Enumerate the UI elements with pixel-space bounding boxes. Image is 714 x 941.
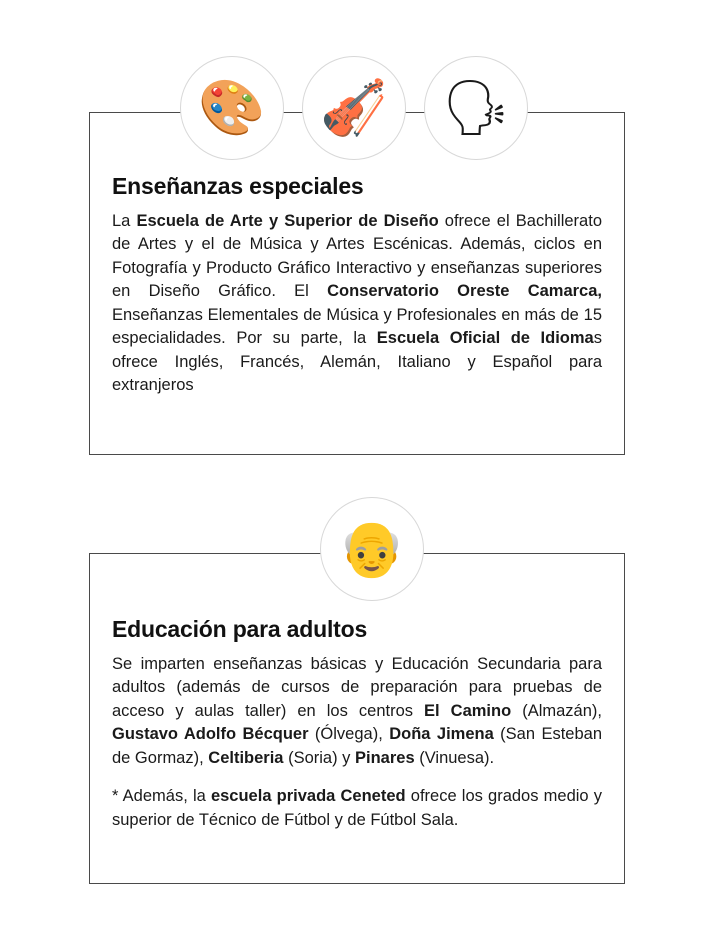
card-special-education-paragraph: La Escuela de Arte y Superior de Diseño ofrece el Bachillerato de Artes y el de Música y Artes Escénicas. Además, ciclos en Fotografía y Producto Gráfico Interactivo y enseñanzas superiores en Diseño Gráfico. El Conservatorio Oreste Camarca, Enseñanzas Elementales de Música y Profesionales en más de 15 especialidades. Por su parte, la Escuela Oficial de Idiomas ofrece Inglés, Francés, Alemán, Italiano y Español para extranjeros [112,212,602,394]
card-adult-education [89,553,625,884]
language-translate-icon: 🗣 [424,56,528,160]
card-special-education-title: Enseñanzas especiales [112,173,364,199]
icon-row-adult-education [320,497,424,601]
art-palette-icon: 🎨 [180,56,284,160]
card-special-education [89,112,625,455]
card-adult-education-paragraph-2: * Además, la escuela privada Ceneted ofrece los grados medio y superior de Técnico de Fútbol y de Fútbol Sala. [112,787,602,829]
violin-icon: 🎻 [302,56,406,160]
icon-row-special-education [180,56,528,160]
card-adult-education-paragraph-1: Se imparten enseñanzas básicas y Educación Secundaria para adultos (además de cursos de preparación para pruebas de acceso y aulas taller) en los centros El Camino (Almazán), Gustavo Adolfo Bécquer (Ólvega), Doña Jimena (San Esteban de Gormaz), Celtiberia (Soria) y Pinares (Vinuesa). [112,655,603,767]
elderly-person-icon: 👴 [320,497,424,601]
card-adult-education-title: Educación para adultos [112,616,368,642]
